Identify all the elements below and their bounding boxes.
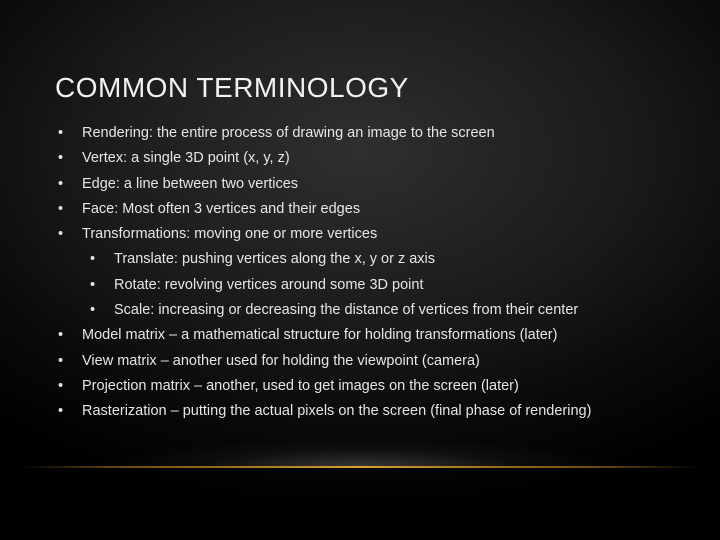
bullet-dot: • (58, 200, 64, 217)
bullet-item (55, 201, 675, 217)
bullet-list (55, 125, 675, 429)
bullet-dot: • (90, 302, 96, 319)
bullet-text: Transformations: moving one or more vertices (82, 226, 378, 243)
bullet-dot: • (58, 125, 64, 141)
sub-bullet-item (55, 277, 675, 293)
bullet-item (55, 353, 675, 369)
bullet-text: Translate: pushing vertices along the x, y or z axis (114, 251, 436, 268)
bullet-text: Model matrix – a mathematical structure for holding transformations (later) (82, 327, 558, 344)
bullet-text: View matrix – another used for holding the viewpoint (camera) (82, 352, 480, 369)
sub-bullet-item (55, 302, 675, 318)
bullet-dot: • (58, 403, 64, 420)
glow-haze (120, 440, 600, 468)
bullet-dot: • (58, 175, 64, 192)
bullet-text: Projection matrix – another, used to get images on the screen (later) (82, 377, 519, 394)
sub-bullet-item (55, 251, 675, 267)
slide-title: COMMON TERMINOLOGY (55, 72, 409, 103)
bullet-item (55, 125, 675, 141)
bullet-text: Face: Most often 3 vertices and their edges (82, 200, 361, 217)
bullet-dot: • (90, 251, 96, 268)
bullet-dot: • (90, 276, 96, 293)
bullet-item (55, 327, 675, 343)
bullet-dot: • (58, 150, 64, 167)
bullet-dot: • (58, 327, 64, 344)
bullet-item (55, 150, 675, 166)
bullet-text: Rendering: the entire process of drawing an image to the screen (82, 125, 495, 141)
bullet-dot: • (58, 226, 64, 243)
bullet-dot: • (58, 352, 64, 369)
bullet-text: Scale: increasing or decreasing the distance of vertices from their center (114, 302, 579, 319)
bullet-text: Edge: a line between two vertices (82, 175, 299, 192)
bullet-item (55, 176, 675, 192)
accent-line (20, 466, 700, 468)
bullet-text: Rasterization – putting the actual pixels on the screen (final phase of rendering) (82, 403, 592, 420)
bullet-text: Vertex: a single 3D point (x, y, z) (82, 150, 290, 167)
bullet-item (55, 403, 675, 419)
bullet-item (55, 226, 675, 242)
bullet-item (55, 378, 675, 394)
bullet-dot: • (58, 377, 64, 394)
bullet-text: Rotate: revolving vertices around some 3D point (114, 276, 424, 293)
